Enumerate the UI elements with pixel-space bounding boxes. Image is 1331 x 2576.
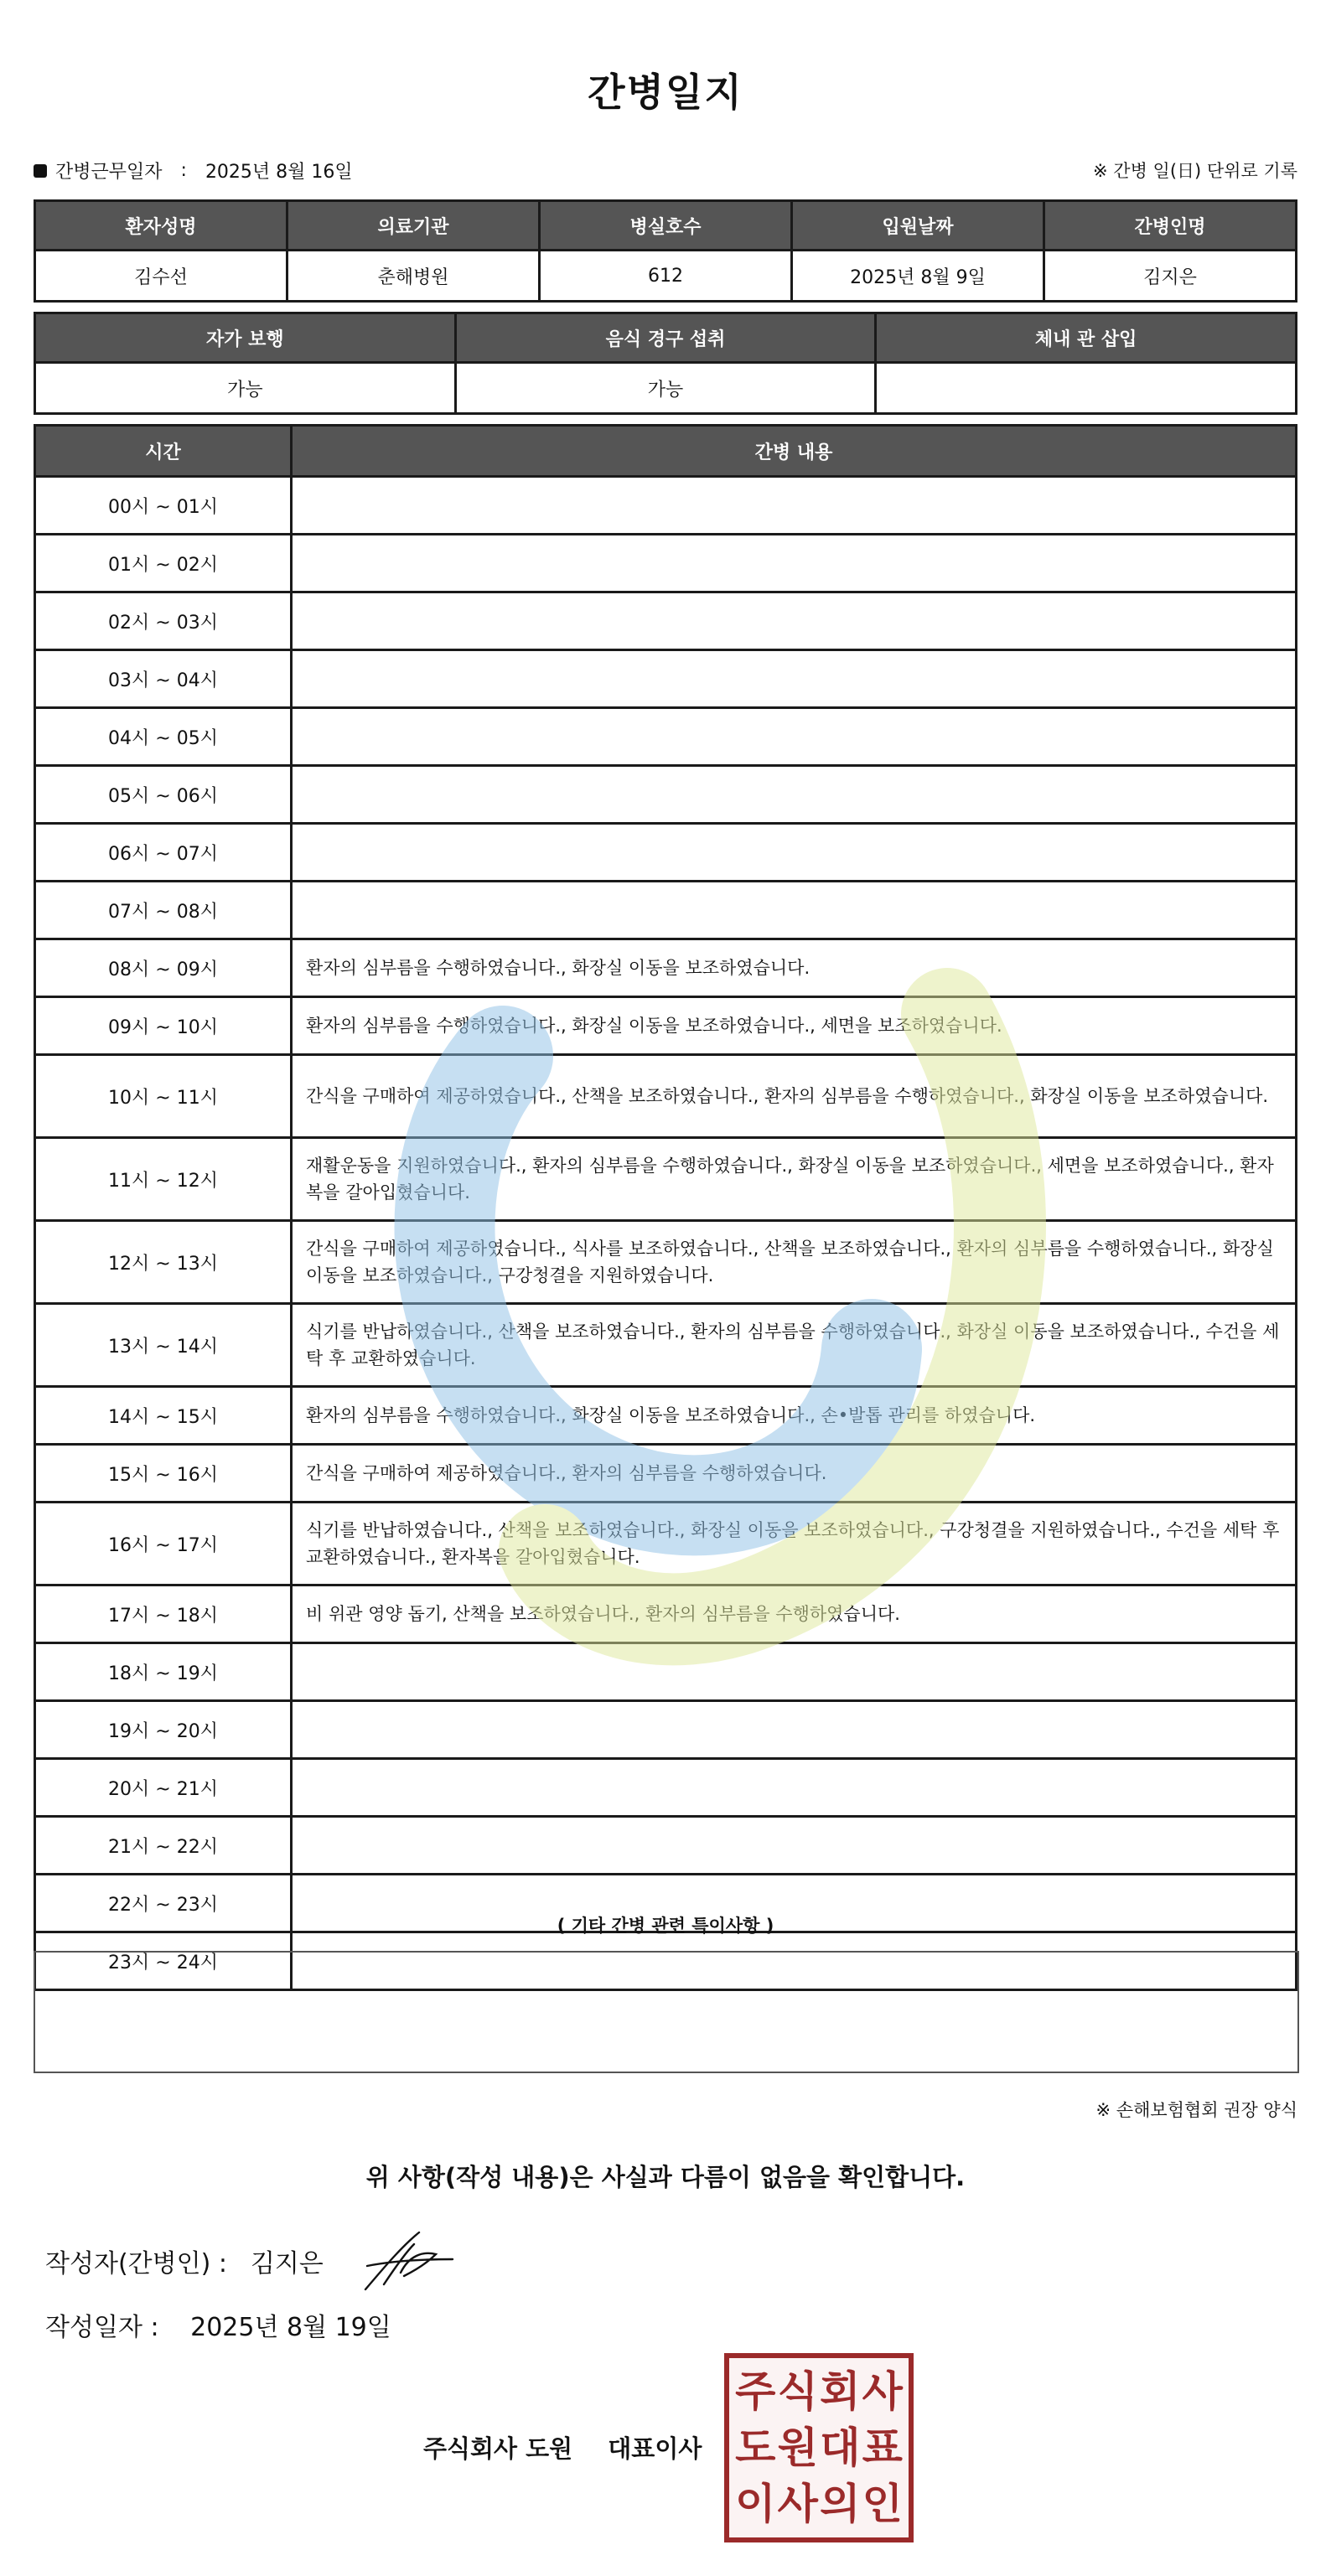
patient-info-header-row [35,201,1297,251]
writer-name: 김지은 [250,2249,324,2279]
patient-info-table [34,199,1297,303]
header-hospital: 의료기관 [287,201,540,251]
ceo-title: 대표이사 [608,2434,702,2463]
log-content [292,766,1297,824]
log-time: 09시 ~ 10시 [35,997,292,1055]
self-walking-value: 가능 [35,363,456,414]
header-room-number: 병실호수 [540,201,792,251]
log-content: 식기를 반납하였습니다., 산책을 보조하였습니다., 환자의 심부름을 수행하였습니다., 화장실 이동을 보조하였습니다., 수건을 세탁 후 교환하였습니다. [292,1304,1297,1387]
log-time: 00시 ~ 01시 [35,477,292,535]
page-title: 간병일지 [588,70,743,115]
work-date-label: 간병근무일자 [55,162,163,183]
log-row [35,650,1297,708]
log-time: 11시 ~ 12시 [35,1138,292,1221]
log-content: 환자의 심부름을 수행하였습니다., 화장실 이동을 보조하였습니다., 세면을 보조하였습니다. [292,997,1297,1055]
care-log-body [35,477,1297,1990]
log-content: 환자의 심부름을 수행하였습니다., 화장실 이동을 보조하였습니다. [292,939,1297,997]
care-log-header-row [35,426,1297,477]
log-content [292,1643,1297,1701]
header-caregiver-name: 간병인명 [1044,201,1297,251]
log-row [35,1701,1297,1759]
log-row [35,1445,1297,1503]
header-oral-intake: 음식 경구 섭취 [455,313,876,363]
log-row [35,939,1297,997]
work-date-row [34,158,353,184]
log-content [292,1759,1297,1817]
room-number: 612 [540,251,792,302]
log-row [35,1304,1297,1387]
log-time: 20시 ~ 21시 [35,1759,292,1817]
log-content: 식기를 반납하였습니다., 산책을 보조하였습니다., 화장실 이동을 보조하였습니다., 구강청결을 지원하였습니다., 수건을 세탁 후 교환하였습니다., 환자복을 갈아입혔습니다. [292,1503,1297,1585]
log-content [292,882,1297,939]
header-admission-date: 입원날짜 [792,201,1044,251]
remarks-title: ( 기타 간병 관련 특이사항 ) [557,1916,774,1936]
log-row [35,1759,1297,1817]
log-row [35,824,1297,882]
log-time: 14시 ~ 15시 [35,1387,292,1445]
hospital-name: 춘해병원 [287,251,540,302]
log-row [35,1643,1297,1701]
patient-status-table [34,312,1297,415]
log-time: 17시 ~ 18시 [35,1585,292,1643]
square-bullet-icon [34,164,47,178]
log-time: 18시 ~ 19시 [35,1643,292,1701]
work-date-value: 2025년 8월 16일 [205,162,353,183]
patient-status-value-row [35,363,1297,414]
log-time: 07시 ~ 08시 [35,882,292,939]
log-row [35,1221,1297,1304]
log-content: 비 위관 영양 돕기, 산책을 보조하였습니다., 환자의 심부름을 수행하였습니다. [292,1585,1297,1643]
log-row [35,1055,1297,1138]
log-row [35,1585,1297,1643]
log-content: 간식을 구매하여 제공하였습니다., 산책을 보조하였습니다., 환자의 심부름을 수행하였습니다., 화장실 이동을 보조하였습니다. [292,1055,1297,1138]
record-note: ※ 간병 일(日) 단위로 기록 [1093,161,1297,181]
writer-row [45,2242,324,2279]
company-seal-stamp: 주 식 회 사 도 원 대 표 이 사 의 인 [724,2353,914,2542]
log-time: 22시 ~ 23시 [35,1875,292,1932]
care-log-table [34,424,1297,1991]
signature-icon [359,2226,459,2296]
patient-name: 김수선 [35,251,287,302]
log-content [292,650,1297,708]
log-content [292,708,1297,766]
log-content [292,824,1297,882]
log-row [35,1503,1297,1585]
log-row [35,1817,1297,1875]
log-row [35,592,1297,650]
written-date-label: 작성일자 : [45,2313,159,2342]
header-care-content: 간병 내용 [292,426,1297,477]
log-row [35,1138,1297,1221]
log-row [35,1387,1297,1445]
log-row [35,766,1297,824]
log-row [35,708,1297,766]
admission-date: 2025년 8월 9일 [792,251,1044,302]
log-row [35,997,1297,1055]
log-content: 환자의 심부름을 수행하였습니다., 화장실 이동을 보조하였습니다., 손•발톱 관리를 하였습니다. [292,1387,1297,1445]
log-time: 05시 ~ 06시 [35,766,292,824]
confirmation-statement: 위 사항(작성 내용)은 사실과 다름이 없음을 확인합니다. [365,2163,966,2191]
header-self-walking: 자가 보행 [35,313,456,363]
log-content [292,1701,1297,1759]
tube-insertion-value [876,363,1297,414]
log-content [292,1817,1297,1875]
caregiver-name: 김지은 [1044,251,1297,302]
log-row [35,535,1297,592]
log-time: 06시 ~ 07시 [35,824,292,882]
log-content [292,535,1297,592]
recommend-note: ※ 손해보험협회 권장 양식 [1095,2100,1297,2120]
log-content: 간식을 구매하여 제공하였습니다., 식사를 보조하였습니다., 산책을 보조하였습니다., 환자의 심부름을 수행하였습니다., 화장실 이동을 보조하였습니다., 구강청결을 지원하였습니다. [292,1221,1297,1304]
log-content: 간식을 구매하여 제공하였습니다., 환자의 심부름을 수행하였습니다. [292,1445,1297,1503]
company-name: 주식회사 도원 [423,2434,573,2463]
company-signoff [423,2430,702,2465]
log-time: 04시 ~ 05시 [35,708,292,766]
patient-status-header-row [35,313,1297,363]
log-row [35,882,1297,939]
log-time: 08시 ~ 09시 [35,939,292,997]
written-date-row [45,2306,391,2343]
log-time: 03시 ~ 04시 [35,650,292,708]
patient-info-value-row [35,251,1297,302]
header-patient-name: 환자성명 [35,201,287,251]
log-time: 12시 ~ 13시 [35,1221,292,1304]
log-time: 13시 ~ 14시 [35,1304,292,1387]
log-content [292,592,1297,650]
log-time: 21시 ~ 22시 [35,1817,292,1875]
writer-label: 작성자(간병인) : [45,2249,227,2279]
log-content: 재활운동을 지원하였습니다., 환자의 심부름을 수행하였습니다., 화장실 이동을 보조하였습니다., 세면을 보조하였습니다., 환자복을 갈아입혔습니다. [292,1138,1297,1221]
log-time: 15시 ~ 16시 [35,1445,292,1503]
log-time: 01시 ~ 02시 [35,535,292,592]
log-time: 02시 ~ 03시 [35,592,292,650]
log-time: 16시 ~ 17시 [35,1503,292,1585]
log-time: 19시 ~ 20시 [35,1701,292,1759]
oral-intake-value: 가능 [455,363,876,414]
log-content [292,477,1297,535]
header-time: 시간 [35,426,292,477]
remarks-box [34,1951,1299,2073]
log-time: 23시 ~ 24시 [35,1932,292,1990]
header-tube-insertion: 체내 관 삽입 [876,313,1297,363]
log-time: 10시 ~ 11시 [35,1055,292,1138]
log-row [35,477,1297,535]
work-date-separator: : [180,160,187,181]
written-date-value: 2025년 8월 19일 [190,2313,391,2342]
